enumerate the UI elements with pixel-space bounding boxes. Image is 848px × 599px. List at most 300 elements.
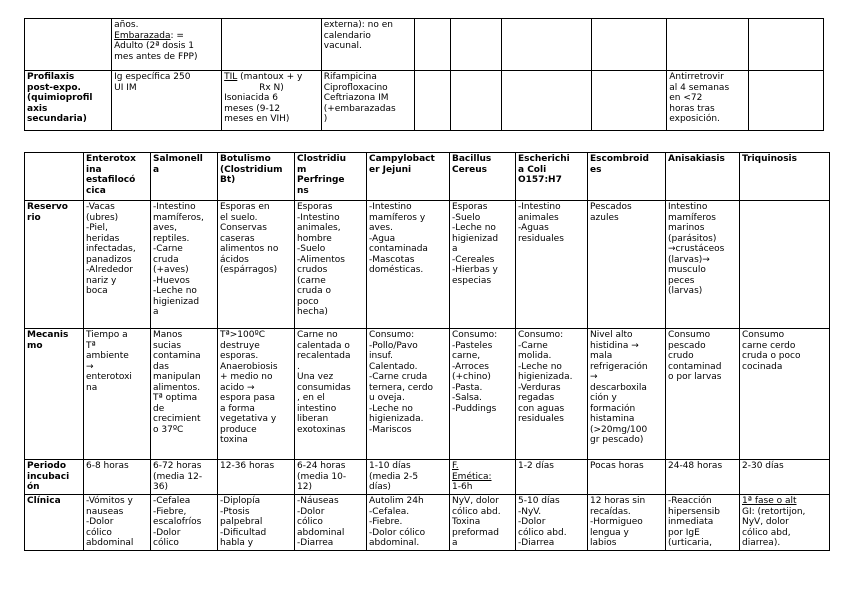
text-line: Adulto (2ª dosis 1 xyxy=(114,41,194,51)
cell xyxy=(25,19,112,71)
text-line: + medio no xyxy=(220,372,273,382)
text-line: 24-48 horas xyxy=(668,461,723,471)
text-line: (media 10- xyxy=(297,471,347,482)
text-line: abdominal xyxy=(86,538,134,548)
table-cell xyxy=(516,329,588,460)
cell xyxy=(451,19,502,71)
table-cell xyxy=(450,495,516,551)
text-line: GI: (retortijon, xyxy=(742,506,806,517)
text-line: -Reacción xyxy=(668,496,712,506)
table-cell xyxy=(151,495,218,551)
text-line: vacunal. xyxy=(323,41,362,51)
text-line: -Vómitos y xyxy=(86,496,133,506)
table-cell xyxy=(367,460,450,495)
table-cell xyxy=(295,329,367,460)
text-line: Bacillus xyxy=(452,154,492,164)
text-line: (mantoux + y xyxy=(237,72,303,82)
text-line: Escombroid xyxy=(590,154,649,164)
text-line: incubaci xyxy=(27,471,70,482)
text-line: a xyxy=(153,307,159,317)
text-line: cólico abd. xyxy=(452,506,501,517)
table-cell xyxy=(588,329,666,460)
row-mecanismo xyxy=(25,329,830,460)
row-label-profilaxis xyxy=(25,71,112,131)
text-line: Autolim 24h xyxy=(369,496,424,506)
text-line: -Carne xyxy=(153,244,183,254)
row-clinica xyxy=(25,495,830,551)
text-line: Toxina xyxy=(452,517,481,527)
text-line: reptiles. xyxy=(153,233,190,244)
text-line: cica xyxy=(86,185,106,196)
text-line: Esporas xyxy=(297,202,333,212)
text-line: 36) xyxy=(153,482,168,492)
text-line: ácidos xyxy=(220,254,249,265)
cell xyxy=(667,71,749,131)
text-line: ina xyxy=(86,164,102,175)
text-line: esporas. xyxy=(220,351,259,361)
text-line: Antirretrovir xyxy=(669,72,724,82)
table-cell xyxy=(218,201,295,329)
text-line: ns xyxy=(297,185,309,196)
text-line: (+chino) xyxy=(452,372,491,382)
text-line: cocinada xyxy=(742,361,783,372)
row-incubacion xyxy=(25,460,830,495)
text-line: intestino xyxy=(297,403,337,414)
text-line: Anisakiasis xyxy=(668,154,725,164)
text-line: meses (9-12 xyxy=(224,103,281,114)
text-line: cruda o poco xyxy=(742,351,801,361)
table-cell xyxy=(666,460,740,495)
text-line: Anaerobiosis xyxy=(220,361,278,372)
text-line: toxina xyxy=(220,435,248,445)
text-line: Escherichi xyxy=(518,154,570,164)
text-line: -Fiebre, xyxy=(153,506,187,517)
text-line: Tª optima xyxy=(153,393,198,403)
column-header xyxy=(666,153,740,201)
cell xyxy=(112,71,222,131)
text-line: -Dificultad xyxy=(220,527,267,538)
text-line: Enterotox xyxy=(86,154,136,164)
text-line: a xyxy=(452,538,458,548)
text-line: Ig específica 250 xyxy=(114,72,191,82)
text-line: Rifampicina xyxy=(323,72,377,82)
column-header xyxy=(516,153,588,201)
text-line: higienizad xyxy=(452,233,499,244)
text-line: Consumo xyxy=(742,330,785,340)
table-cell xyxy=(84,460,151,495)
corner-cell xyxy=(25,153,84,201)
text-line: Calentado. xyxy=(369,361,418,372)
table-cell xyxy=(666,201,740,329)
row-label xyxy=(25,201,84,329)
text-line: Clínica xyxy=(27,496,61,506)
row-label xyxy=(25,495,84,551)
table-cell xyxy=(367,201,450,329)
table-cell xyxy=(151,201,218,329)
text-line: (parásitos) xyxy=(668,233,717,244)
text-line: O157:H7 xyxy=(518,175,562,185)
text-line: cólico abd. xyxy=(518,527,567,538)
table-cell xyxy=(84,201,151,329)
text-line: -Leche no xyxy=(452,223,496,233)
text-line: refrigeración xyxy=(590,361,648,372)
text-line: higienizada. xyxy=(369,414,424,424)
text-line: en <72 xyxy=(669,93,703,103)
text-line: cruda o xyxy=(297,286,331,296)
text-line: descarboxila xyxy=(590,382,647,393)
text-line: mamíferos xyxy=(668,212,716,223)
table-cell xyxy=(450,460,516,495)
text-line: produce xyxy=(220,424,257,435)
text-line: lengua y xyxy=(590,527,629,538)
cell xyxy=(112,19,222,71)
text-line: Manos xyxy=(153,330,183,340)
text-line: externa): no en xyxy=(323,20,393,30)
text-line: mes antes de FPP) xyxy=(114,51,198,62)
text-line: na xyxy=(86,382,98,393)
table-cell xyxy=(588,495,666,551)
text-line: -Pasteles xyxy=(452,340,493,351)
text-line: 12-36 horas xyxy=(220,461,275,471)
text-line: -Dolor xyxy=(153,527,181,538)
text-line: 5-10 días xyxy=(518,496,560,506)
text-line: -Suelo xyxy=(297,244,326,254)
text-line: residuales xyxy=(518,414,564,424)
text-line: (media 12- xyxy=(153,471,203,482)
text-line: palpebral xyxy=(220,517,263,527)
text-line: F. xyxy=(452,461,459,471)
column-header xyxy=(367,153,450,201)
column-header xyxy=(84,153,151,201)
table-cell xyxy=(450,201,516,329)
text-line: -Cereales xyxy=(452,254,495,265)
text-line: -Dolor xyxy=(297,506,325,517)
text-line: (espárragos) xyxy=(220,265,278,275)
table-cell xyxy=(84,329,151,460)
text-line: er Jejuni xyxy=(369,164,412,175)
text-line: -Ptosis xyxy=(220,506,250,517)
prophylaxis-row xyxy=(25,71,824,131)
text-line: Esporas xyxy=(452,202,488,212)
text-line: -Mascotas xyxy=(369,254,415,265)
text-line: -Cefalea. xyxy=(369,506,410,517)
text-line: (ubres) xyxy=(86,212,119,223)
text-line: 1-6h xyxy=(452,482,473,492)
text-line: post-expo. xyxy=(27,82,81,93)
text-line: -Intestino xyxy=(297,212,340,223)
text-line: poco xyxy=(297,296,319,307)
text-line: -Dolor xyxy=(518,517,546,527)
text-line: axis xyxy=(27,103,48,114)
text-line: alimentos. xyxy=(153,382,201,393)
text-line: Tª>100ºC xyxy=(220,330,265,340)
text-line: regadas xyxy=(518,393,555,403)
column-header xyxy=(218,153,295,201)
text-line: , en el xyxy=(297,393,325,403)
text-line: cólico abd, xyxy=(742,527,791,538)
text-line: inmediata xyxy=(668,517,714,527)
text-line: UI IM xyxy=(114,82,137,93)
column-header xyxy=(588,153,666,201)
cell xyxy=(749,71,824,131)
text-line: aves, xyxy=(153,223,177,233)
text-line: -Puddings xyxy=(452,403,497,414)
column-header xyxy=(151,153,218,201)
text-line: -Dolor cólico xyxy=(369,527,426,538)
text-line: -NyV. xyxy=(518,506,542,517)
table-cell xyxy=(295,201,367,329)
text-line: enterotoxi xyxy=(86,372,132,382)
text-line: NyV, dolor xyxy=(452,496,499,506)
text-line: Intestino xyxy=(668,202,708,212)
text-line: 1-2 días xyxy=(518,461,554,471)
header-row xyxy=(25,153,830,201)
text-line: -Intestino xyxy=(518,202,561,212)
text-line: ternera, cerdo xyxy=(369,382,434,393)
text-line: contamina xyxy=(153,351,201,361)
text-line: Tª xyxy=(86,340,96,351)
text-line: habla y xyxy=(220,538,254,548)
text-line: nariz y xyxy=(86,275,117,286)
text-line: consumidas xyxy=(297,382,351,393)
text-line: Periodo xyxy=(27,461,67,471)
text-line: -Carne xyxy=(518,340,548,351)
text-line: -Cefalea xyxy=(153,496,191,506)
text-line: -Leche no xyxy=(518,361,562,372)
table-cell xyxy=(740,460,830,495)
text-line: Conservas xyxy=(220,223,267,233)
text-line: (+aves) xyxy=(153,265,189,275)
text-line: ón xyxy=(27,482,40,492)
text-line: especias xyxy=(452,275,492,286)
table-cell xyxy=(367,329,450,460)
text-line: Botulismo xyxy=(220,154,271,164)
text-line: Perfringe xyxy=(297,175,345,185)
text-line: 6-24 horas xyxy=(297,461,346,471)
text-line: histidina → xyxy=(590,340,639,351)
text-line: Pocas horas xyxy=(590,461,644,471)
text-line: -Suelo xyxy=(452,212,481,223)
text-line: Salmonell xyxy=(153,154,203,164)
table-cell xyxy=(151,329,218,460)
table-cell xyxy=(367,495,450,551)
text-line: -Mariscos xyxy=(369,424,412,435)
text-line: -Salsa. xyxy=(452,393,483,403)
cell xyxy=(222,71,322,131)
text-line: peces xyxy=(668,275,695,286)
text-line: 6-8 horas xyxy=(86,461,129,471)
text-line: -Piel, xyxy=(86,223,108,233)
text-line: 2-30 días xyxy=(742,461,784,471)
text-line: Ceftriazona IM xyxy=(323,93,389,103)
text-line: → xyxy=(590,372,598,382)
underlined-term: TIL xyxy=(224,72,238,82)
text-line: Cereus xyxy=(452,164,488,175)
text-line: 12 horas sin xyxy=(590,496,646,506)
text-line: Bt) xyxy=(220,175,236,185)
text-line: higienizad xyxy=(153,296,200,307)
text-line: -Diarrea xyxy=(297,538,334,548)
text-line: años. xyxy=(114,20,139,30)
text-line: musculo xyxy=(668,265,706,275)
text-line: residuales xyxy=(518,233,564,244)
text-line: : = xyxy=(170,30,184,41)
table-cell xyxy=(450,329,516,460)
text-line: heridas xyxy=(86,233,120,244)
table-cell xyxy=(516,495,588,551)
cell xyxy=(591,19,667,71)
text-line: secundaria) xyxy=(27,114,87,124)
text-line: o 37ºC xyxy=(153,424,184,435)
text-line: calendario xyxy=(323,30,371,41)
text-line: Tiempo a xyxy=(86,330,128,340)
text-line: -Aguas xyxy=(518,223,549,233)
text-line: a xyxy=(452,244,458,254)
column-header xyxy=(450,153,516,201)
text-line: Triquinosis xyxy=(742,154,797,164)
text-line: pescado xyxy=(668,340,706,351)
cell xyxy=(667,19,749,71)
cell xyxy=(415,71,451,131)
text-line: carne, xyxy=(452,351,481,361)
text-line: -Huevos xyxy=(153,275,190,286)
text-line: sucias xyxy=(153,340,182,351)
text-line: → xyxy=(86,361,94,372)
text-line: crudos xyxy=(297,265,328,275)
text-line: mala xyxy=(590,351,613,361)
text-line: estafilocó xyxy=(86,175,136,185)
text-line: Emética: xyxy=(452,471,492,482)
text-line: meses en VIH) xyxy=(224,114,290,124)
cell xyxy=(321,19,414,71)
text-line: Consumo: xyxy=(518,330,564,340)
text-line: Consumo: xyxy=(369,330,415,340)
text-line: gr pescado) xyxy=(590,435,644,445)
text-line: acido → xyxy=(220,382,255,393)
text-line: ción y xyxy=(590,393,617,403)
text-line: Isoniacida 6 xyxy=(224,93,278,103)
foodborne-diseases-table xyxy=(24,152,830,551)
cell xyxy=(591,71,667,131)
text-line: 12) xyxy=(297,482,312,492)
table-cell xyxy=(740,329,830,460)
text-line: histamina xyxy=(590,414,635,424)
cell xyxy=(451,71,502,131)
text-line: abdominal xyxy=(297,527,345,538)
text-line: exotoxinas xyxy=(297,424,346,435)
text-line: -Agua xyxy=(369,233,396,244)
text-line: higienizada. xyxy=(518,372,573,382)
text-line: insuf. xyxy=(369,351,393,361)
text-line: -Diplopía xyxy=(220,496,261,506)
text-line: animales, xyxy=(297,223,341,233)
prophylaxis-table xyxy=(24,18,824,131)
table-cell xyxy=(218,329,295,460)
text-line: marinos xyxy=(668,223,705,233)
text-line: contaminad xyxy=(668,361,722,372)
cell xyxy=(415,19,451,71)
text-line: Pescados xyxy=(590,202,632,212)
text-line: molida. xyxy=(518,351,552,361)
text-line: exposición. xyxy=(669,114,720,124)
cell xyxy=(502,19,591,71)
text-line: -Verduras xyxy=(518,382,561,393)
text-line: cólico xyxy=(297,517,323,527)
text-line: a xyxy=(153,164,160,175)
text-line: aves. xyxy=(369,223,393,233)
text-line: espora pasa xyxy=(220,393,275,403)
text-line: horas tras xyxy=(669,103,715,114)
table-cell xyxy=(516,460,588,495)
text-line: al 4 semanas xyxy=(669,82,730,93)
text-line: contaminada xyxy=(369,244,428,254)
text-line: Consumo: xyxy=(452,330,498,340)
text-line: u oveja. xyxy=(369,393,405,403)
text-line: azules xyxy=(590,212,619,223)
text-line: recaídas. xyxy=(590,506,631,517)
text-line: por IgE xyxy=(668,527,700,538)
table-cell xyxy=(588,201,666,329)
row-label xyxy=(25,460,84,495)
text-line: Clostridiu xyxy=(297,154,346,164)
text-line: -Hierbas y xyxy=(452,265,498,275)
text-line: destruye xyxy=(220,340,260,351)
text-line: -Pasta. xyxy=(452,382,483,393)
text-line: NyV, dolor xyxy=(742,517,789,527)
text-line: Rx N) xyxy=(259,82,284,93)
text-line: Mecanis xyxy=(27,330,69,340)
text-line: Campylobact xyxy=(369,154,435,164)
text-line: 1ª fase o alt xyxy=(742,496,797,506)
text-line: infectadas, xyxy=(86,244,136,254)
text-line: hecha) xyxy=(297,307,328,317)
table-cell xyxy=(588,460,666,495)
cell xyxy=(502,71,591,131)
text-line: o por larvas xyxy=(668,372,722,382)
text-line: a forma xyxy=(220,403,255,414)
text-line: el suelo. xyxy=(220,212,258,223)
text-line: con aguas xyxy=(518,403,565,414)
row-label xyxy=(25,329,84,460)
text-line: -Leche no xyxy=(153,286,197,296)
text-line: (>20mg/100 xyxy=(590,424,648,435)
text-line: hombre xyxy=(297,233,332,244)
text-line: m xyxy=(297,164,307,175)
text-line: Reservo xyxy=(27,202,68,212)
text-line: -Diarrea xyxy=(518,538,555,548)
text-line: hipersensib xyxy=(668,506,720,517)
text-line: ambiente xyxy=(86,351,129,361)
text-line: -Dolor xyxy=(86,517,114,527)
text-line: -Intestino xyxy=(153,202,196,212)
text-line: crudo xyxy=(668,351,694,361)
text-line: formación xyxy=(590,403,636,414)
text-line: →crustáceos xyxy=(668,244,725,254)
text-line: -Hormigueo xyxy=(590,517,643,527)
text-line: crecimient xyxy=(153,414,201,424)
text-line: (media 2-5 xyxy=(369,471,419,482)
table-cell xyxy=(740,201,830,329)
text-line: -Leche no xyxy=(369,403,413,414)
text-line: -Fiebre. xyxy=(369,517,403,527)
table-cell xyxy=(516,201,588,329)
text-line: recalentada xyxy=(297,351,351,361)
text-line: a Coli xyxy=(518,164,547,175)
text-line: mo xyxy=(27,340,43,351)
cell xyxy=(749,19,824,71)
text-line: carne cerdo xyxy=(742,340,796,351)
table-cell xyxy=(218,460,295,495)
